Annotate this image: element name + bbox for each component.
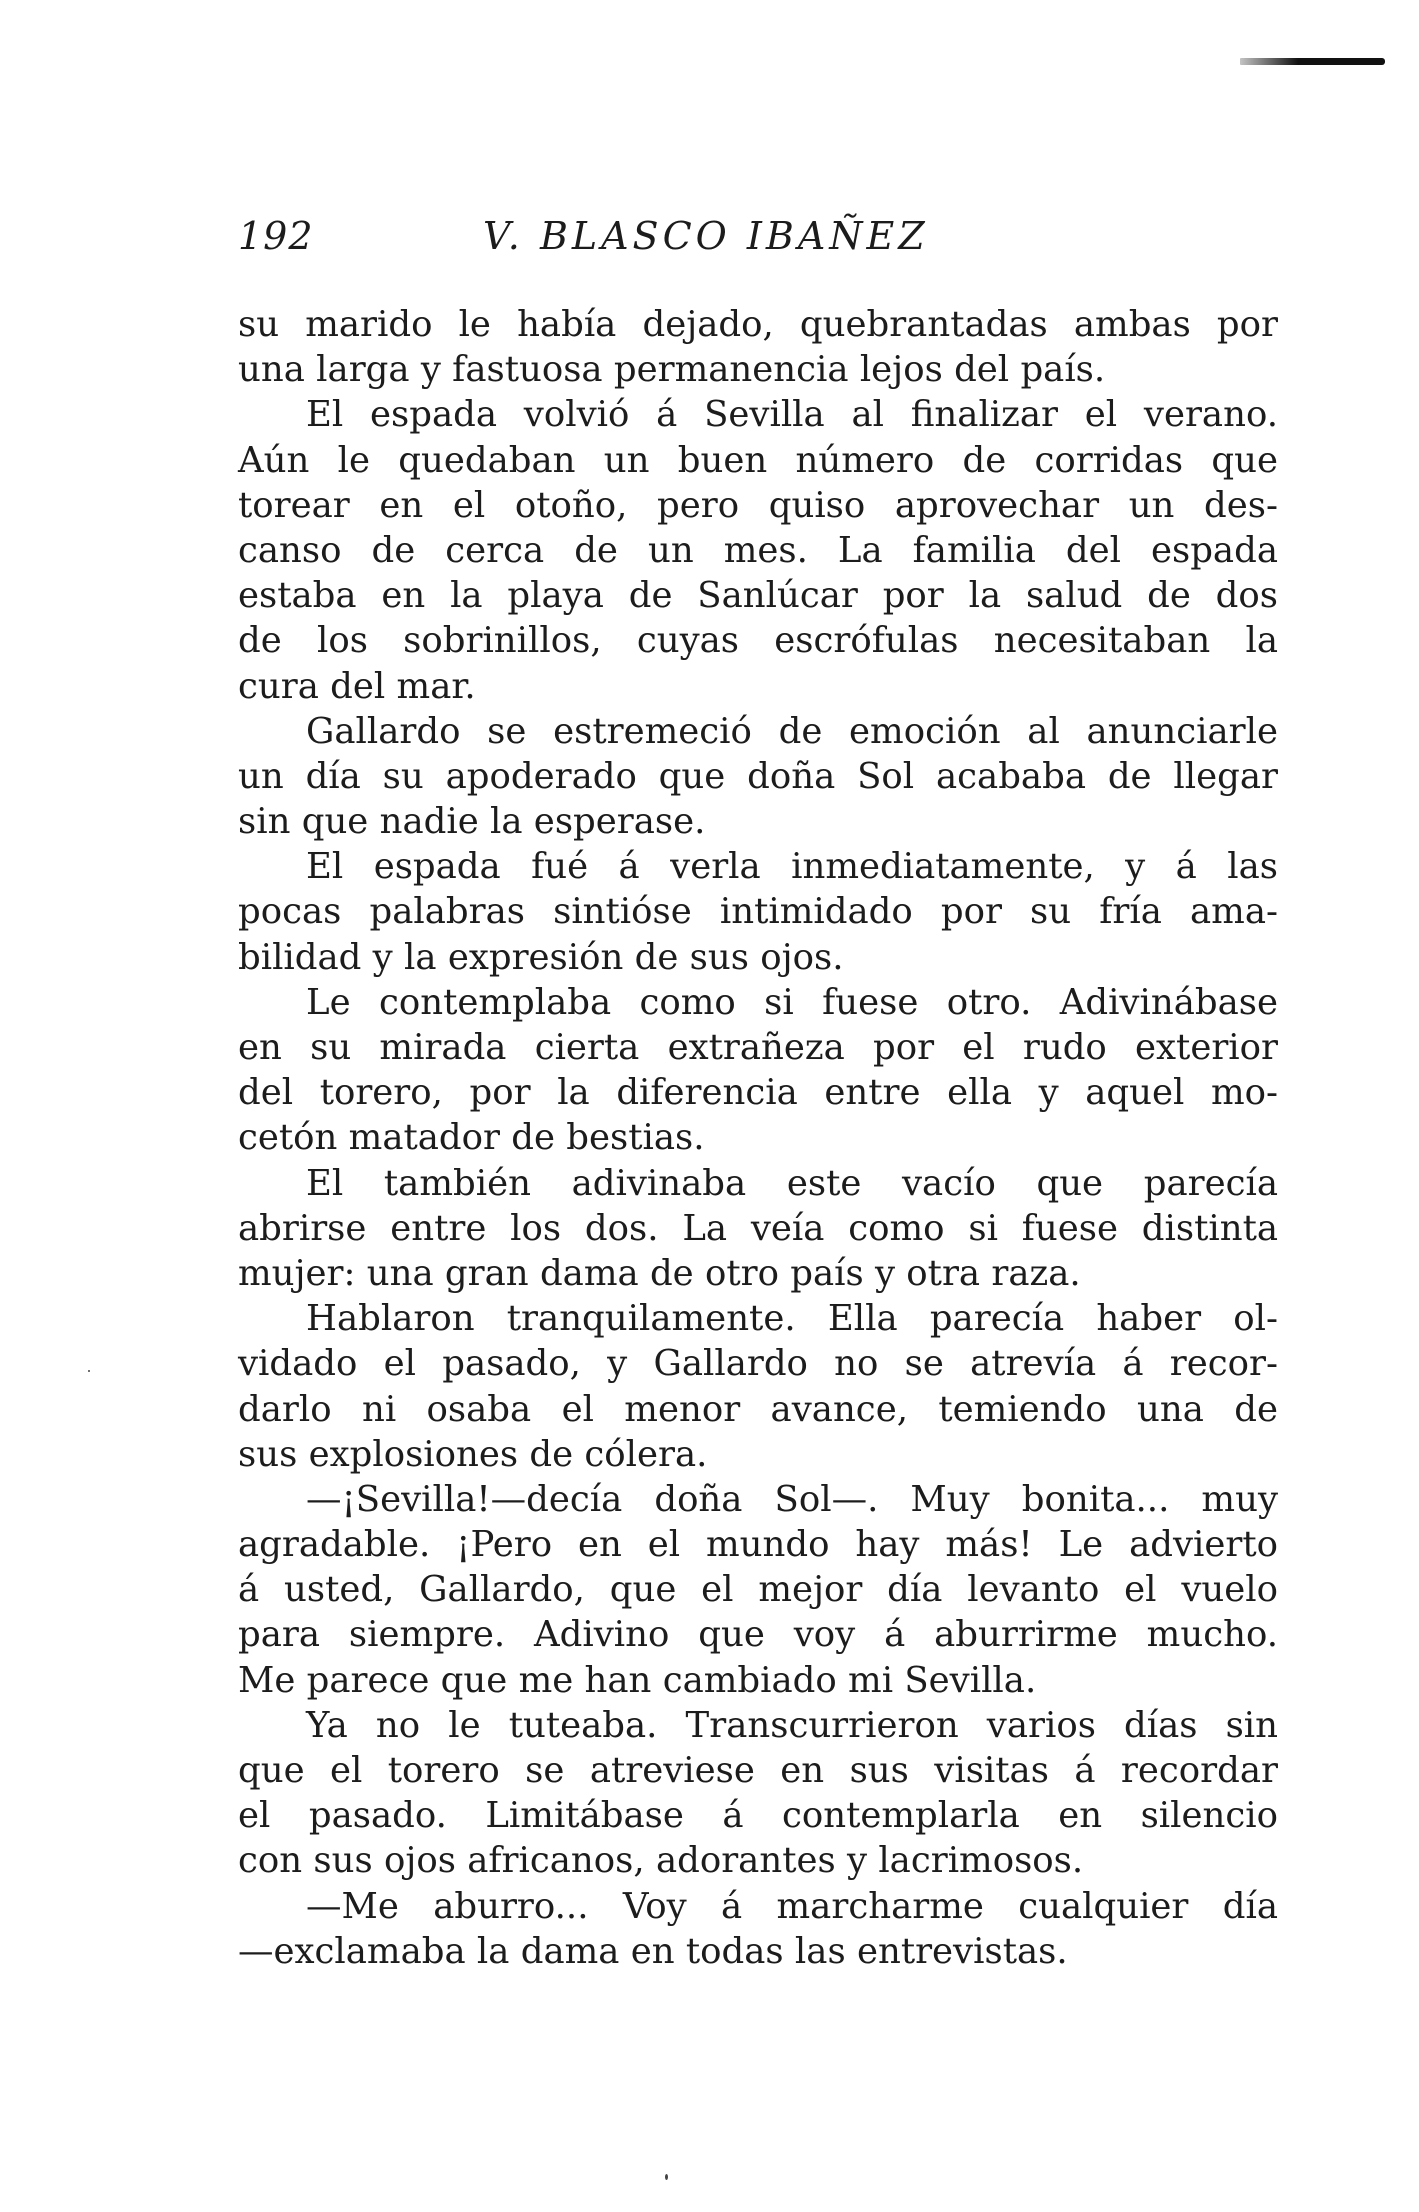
text-line: el pasado. Limitábase á contemplarla en silencio [238,1795,1278,1837]
print-speck [665,2174,668,2180]
print-speck [88,1370,90,1372]
text-line: —¡Sevilla!—decía doña Sol—. Muy bonita... muy [306,1478,1278,1520]
text-line: Me parece que me han cambiado mi Sevilla. [238,1659,1037,1701]
top-edge-rule [1240,58,1385,65]
text-line: con sus ojos africanos, adorantes y lacrimosos. [238,1840,1084,1882]
running-head-author: V. BLASCO IBAÑEZ [483,214,929,258]
text-line: canso de cerca de un mes. La familia del espada [238,529,1278,571]
text-line: agradable. ¡Pero en el mundo hay más! Le advierto [238,1524,1278,1566]
text-line: abrirse entre los dos. La veía como si fuese distinta [238,1207,1278,1249]
text-line: Hablaron tranquilamente. Ella parecía haber ol- [306,1298,1278,1340]
text-line: vidado el pasado, y Gallardo no se atrevía á recor- [238,1343,1278,1385]
running-head [238,214,1278,274]
text-line: bilidad y la expresión de sus ojos. [238,936,844,978]
text-line: darlo ni osaba el menor avance, temiendo una de [238,1388,1278,1430]
text-line: un día su apoderado que doña Sol acababa de llegar [238,755,1278,797]
text-line: El espada volvió á Sevilla al finalizar el verano. [306,394,1278,436]
page-number: 192 [238,214,314,258]
text-line: torear en el otoño, pero quiso aprovechar un des- [238,484,1278,526]
text-line: sin que nadie la esperase. [238,801,706,843]
text-line: para siempre. Adivino que voy á aburrirme mucho. [238,1614,1278,1656]
text-line: cetón matador de bestias. [238,1117,705,1159]
text-line: de los sobrinillos, cuyas escrófulas necesitaban la [238,620,1278,662]
text-line: una larga y fastuosa permanencia lejos del país. [238,349,1106,391]
text-line: cura del mar. [238,665,476,707]
text-line: El también adivinaba este vacío que parecía [306,1162,1278,1204]
text-line: Aún le quedaban un buen número de corridas que [238,439,1278,481]
text-line: que el torero se atreviese en sus visitas á recordar [238,1750,1278,1791]
text-line: en su mirada cierta extrañeza por el rudo exterior [238,1027,1278,1068]
text-line: del torero, por la diferencia entre ella y aquel mo- [238,1072,1278,1114]
text-line: mujer: una gran dama de otro país y otra raza. [238,1252,1081,1294]
text-line: su marido le había dejado, quebrantadas ambas por [238,304,1278,345]
text-line: Le contemplaba como si fuese otro. Adivinábase [306,981,1278,1023]
text-line: sus explosiones de cólera. [238,1433,708,1475]
text-line: El espada fué á verla inmediatamente, y á las [306,846,1278,888]
text-line: á usted, Gallardo, que el mejor día levanto el vuelo [238,1569,1278,1611]
text-line: estaba en la playa de Sanlúcar por la salud de dos [238,575,1278,617]
text-line: Ya no le tuteaba. Transcurrieron varios días sin [306,1704,1278,1746]
body-text [238,302,1278,1974]
text-line: pocas palabras sintióse intimidado por su fría ama- [238,891,1278,933]
text-line: —Me aburro... Voy á marcharme cualquier día [306,1885,1278,1927]
text-line: Gallardo se estremeció de emoción al anunciarle [306,710,1278,752]
text-line: —exclamaba la dama en todas las entrevistas. [238,1930,1068,1972]
